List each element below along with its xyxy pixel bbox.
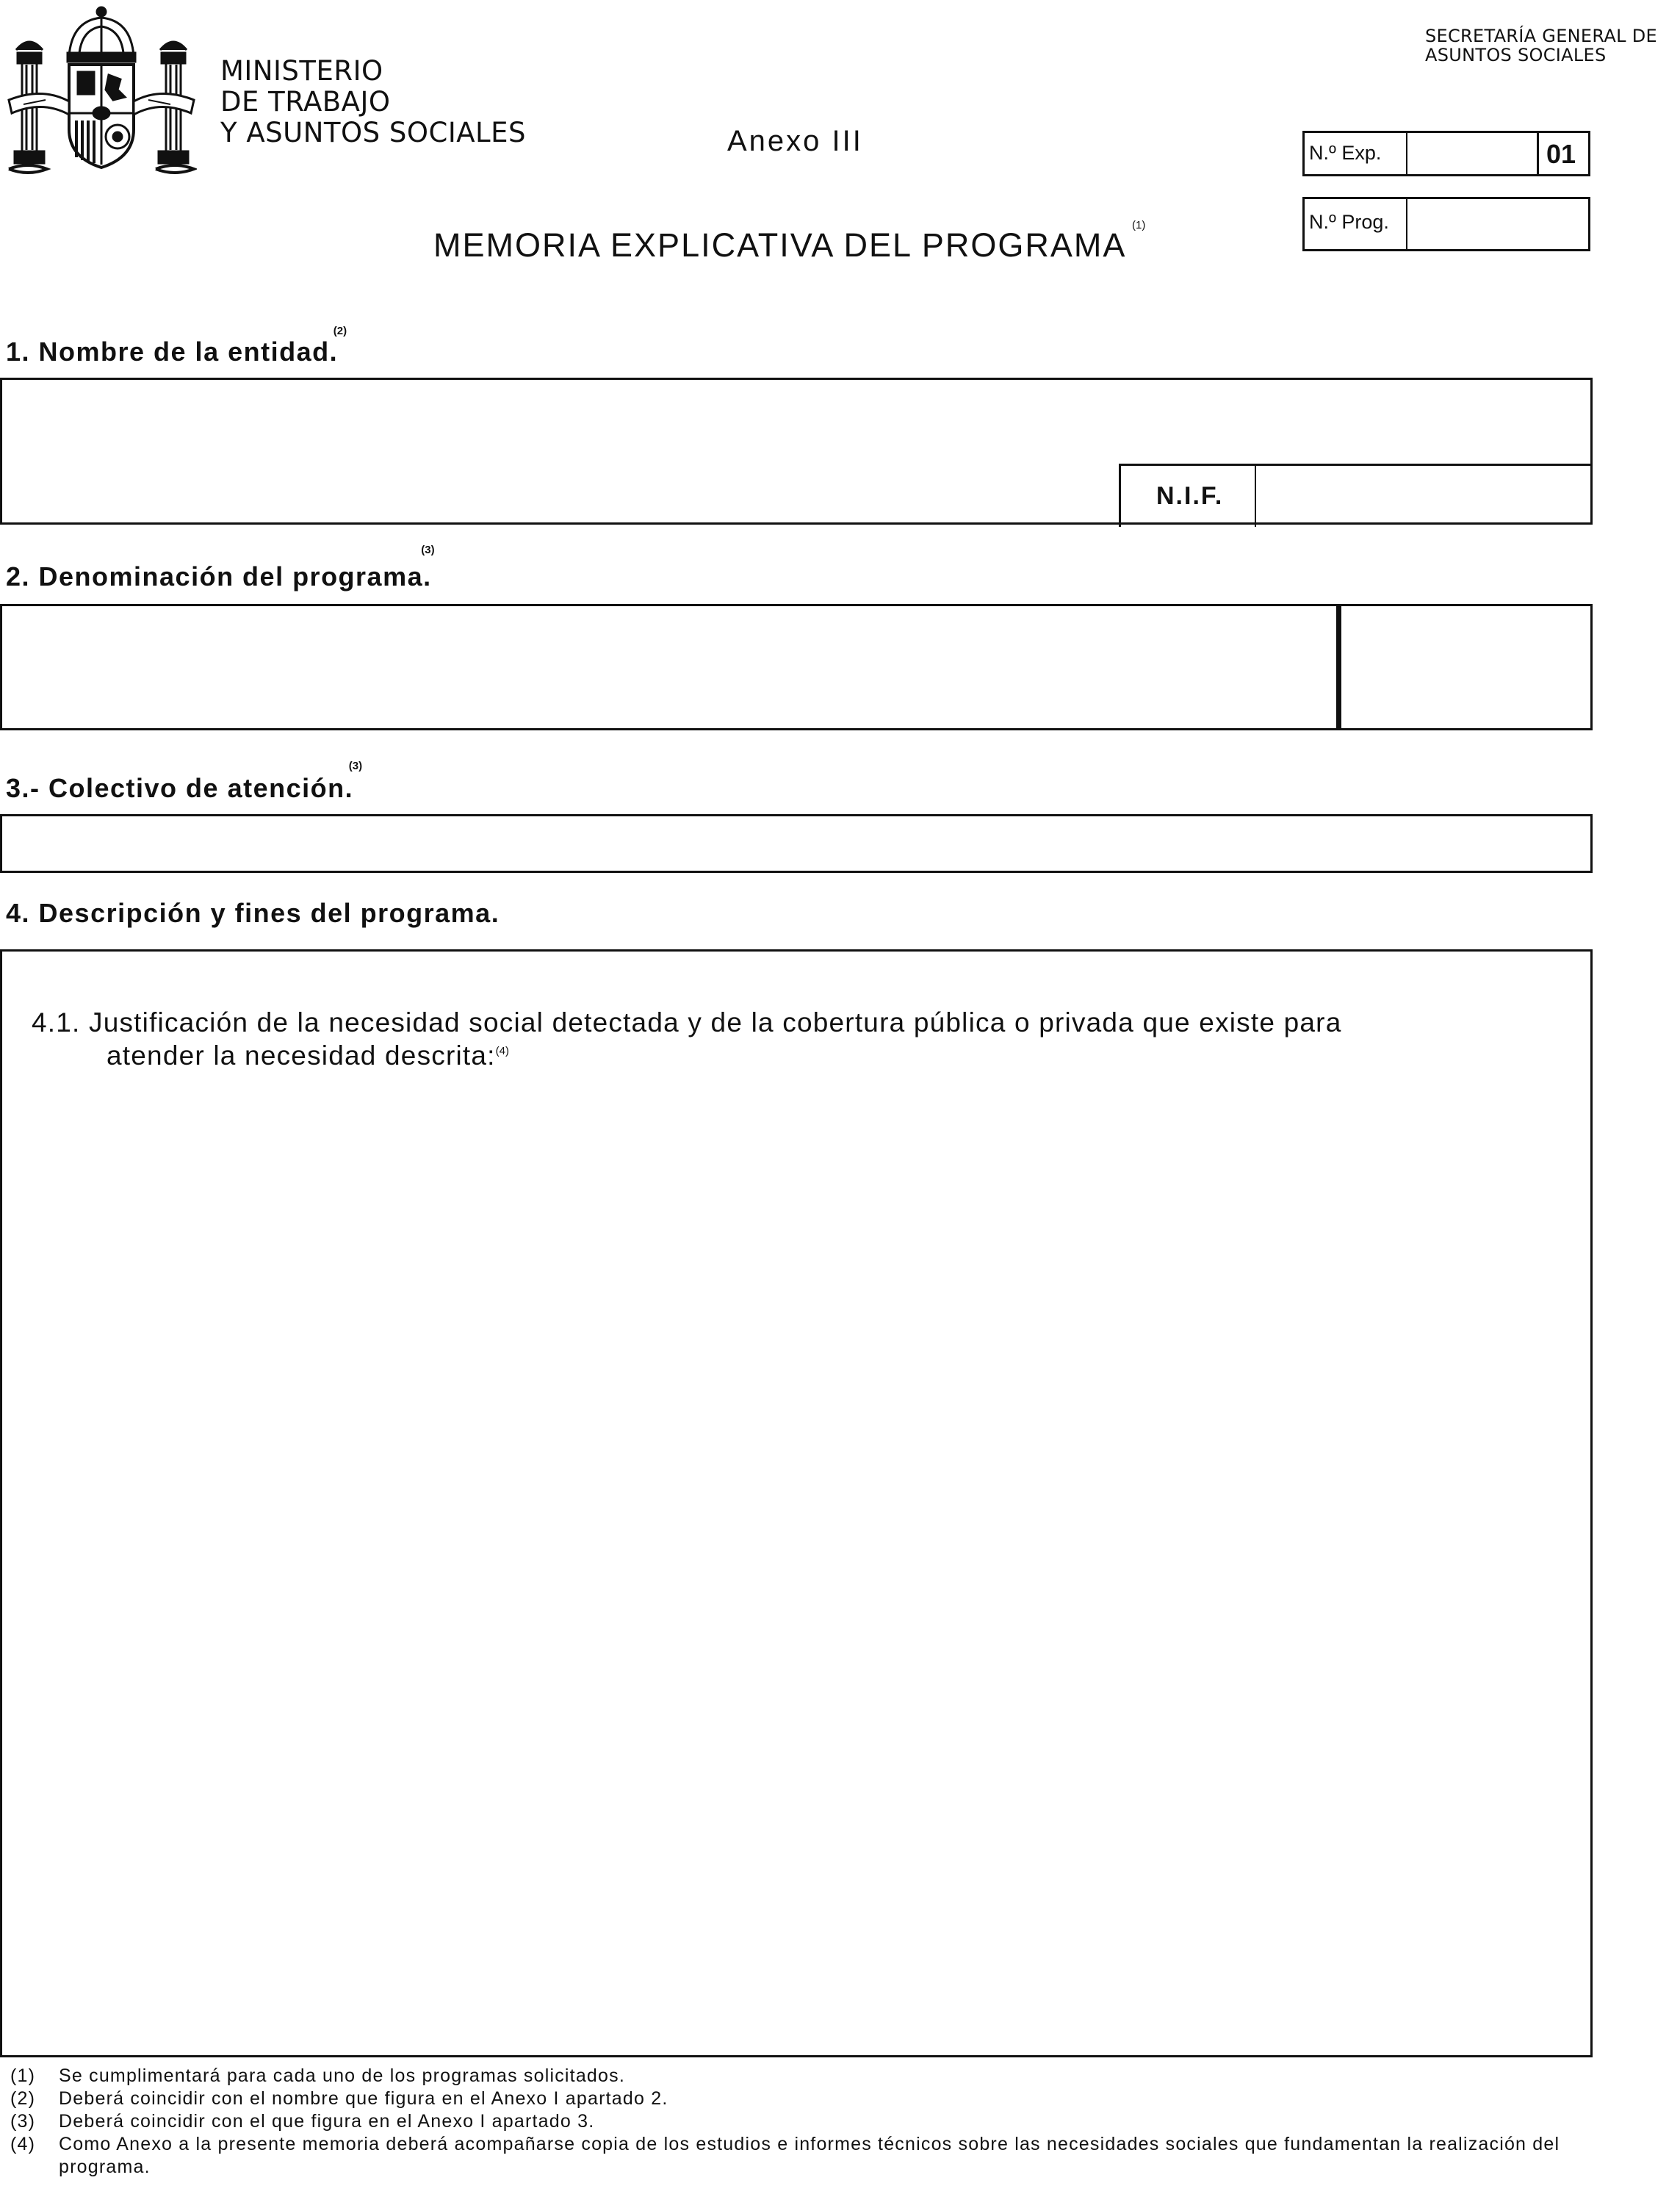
section-2-label-text: 2. Denominación del programa. bbox=[6, 561, 432, 591]
entity-name-field[interactable] bbox=[0, 378, 1593, 525]
section-2-label bbox=[6, 544, 435, 592]
subsection-4-1-text-line-1: Justificación de la necesidad social detectada y de la cobertura pública o privada que existe para bbox=[89, 1007, 1342, 1038]
ministry-line: Y ASUNTOS SOCIALES bbox=[220, 117, 527, 148]
section-1-ref: (2) bbox=[333, 325, 347, 337]
exp-number-value: 01 bbox=[1546, 139, 1576, 169]
page-title-ref: (1) bbox=[1132, 219, 1146, 231]
section-3-ref: (3) bbox=[348, 760, 363, 772]
exp-number-value-cell[interactable] bbox=[1537, 133, 1588, 174]
subsection-4-1-line-2 bbox=[32, 1039, 1574, 1072]
footnotes bbox=[10, 2065, 1597, 2179]
section-2-ref: (3) bbox=[421, 544, 435, 556]
secretaria-line: ASUNTOS SOCIALES bbox=[1425, 45, 1607, 65]
nif-label: N.I.F. bbox=[1156, 482, 1224, 510]
prog-number-box bbox=[1302, 197, 1590, 251]
ministry-line: DE TRABAJO bbox=[220, 86, 391, 118]
nif-field[interactable] bbox=[1258, 466, 1591, 527]
section-1-label-text: 1. Nombre de la entidad. bbox=[6, 337, 339, 367]
nif-box bbox=[1119, 464, 1593, 527]
exp-number-label: N.º Exp. bbox=[1309, 142, 1382, 164]
target-group-field[interactable] bbox=[0, 814, 1593, 873]
description-field[interactable] bbox=[0, 949, 1593, 2057]
section-3-label bbox=[6, 760, 363, 804]
program-code-cell[interactable] bbox=[1336, 606, 1341, 728]
subsection-4-1-text-line-2: atender la necesidad descrita: bbox=[107, 1040, 496, 1071]
annex-label: Anexo III bbox=[727, 125, 863, 157]
footnote bbox=[10, 2065, 1597, 2087]
footnote-text: Deberá coincidir con el que figura en el Anexo I apartado 3. bbox=[59, 2111, 595, 2132]
footnote-number: (2) bbox=[10, 2088, 36, 2109]
footnote-number: (4) bbox=[10, 2134, 36, 2154]
footnote bbox=[10, 2087, 1597, 2110]
subsection-4-1-line-1 bbox=[32, 1006, 1574, 1039]
ministry-name bbox=[220, 56, 526, 148]
secretaria-line: SECRETARÍA GENERAL DE bbox=[1425, 26, 1657, 46]
page-title bbox=[433, 219, 1146, 265]
nif-divider bbox=[1255, 466, 1256, 527]
program-name-field[interactable] bbox=[0, 604, 1593, 730]
footnote-number: (1) bbox=[10, 2065, 36, 2086]
prog-number-label: N.º Prog. bbox=[1309, 211, 1389, 233]
footnote-number: (3) bbox=[10, 2111, 36, 2132]
footnote-text: Deberá coincidir con el nombre que figura en el Anexo I apartado 2. bbox=[59, 2088, 668, 2109]
secretaria-general bbox=[1425, 26, 1657, 65]
section-4-label: 4. Descripción y fines del programa. bbox=[6, 898, 500, 928]
subsection-4-1 bbox=[32, 1006, 1574, 1072]
page-title-text: MEMORIA EXPLICATIVA DEL PROGRAMA bbox=[433, 226, 1127, 264]
footnote bbox=[10, 2133, 1597, 2179]
exp-number-divider bbox=[1406, 133, 1407, 174]
subsection-4-1-number: 4.1. bbox=[32, 1007, 81, 1038]
ministry-line: MINISTERIO bbox=[220, 55, 383, 87]
exp-number-box bbox=[1302, 131, 1590, 176]
footnote-text: Se cumplimentará para cada uno de los programas solicitados. bbox=[59, 2065, 625, 2086]
footnote-text: Como Anexo a la presente memoria deberá acompañarse copia de los estudios e informes técnicos sobre las necesidades sociales que fundamentan la realización del programa. bbox=[59, 2134, 1560, 2177]
coat-of-arms-emblem bbox=[6, 4, 197, 179]
section-3-label-text: 3.- Colectivo de atención. bbox=[6, 773, 354, 803]
footnote bbox=[10, 2110, 1597, 2133]
subsection-4-1-ref: (4) bbox=[495, 1045, 509, 1057]
section-1-label bbox=[6, 325, 347, 367]
prog-number-field[interactable] bbox=[1407, 199, 1588, 249]
